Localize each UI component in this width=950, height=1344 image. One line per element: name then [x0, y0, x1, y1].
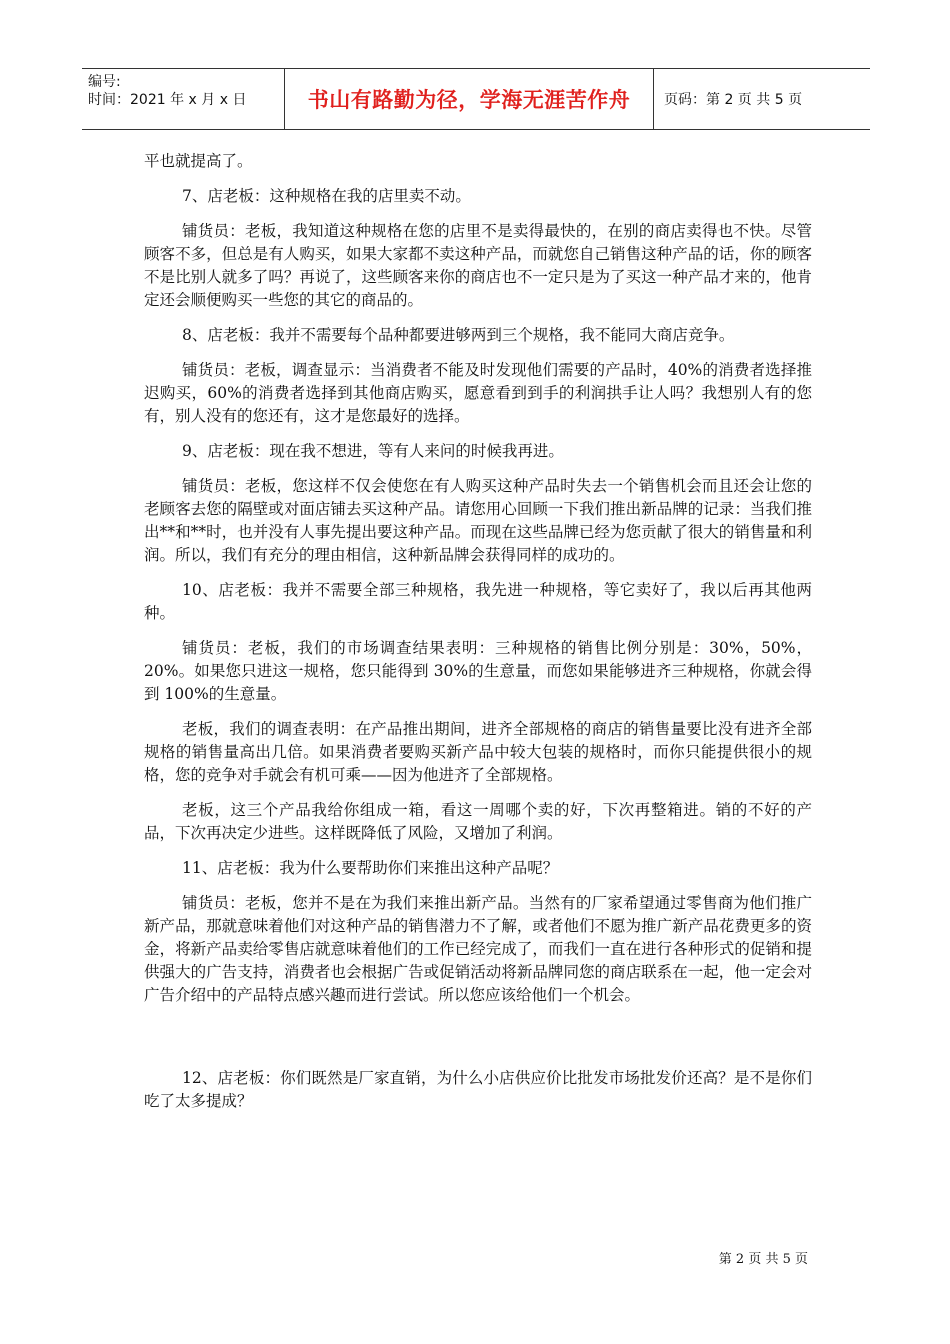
paragraph: 12、店老板：你们既然是厂家直销，为什么小店供应价比批发市场批发价还高？是不是你们吃了太多提成？ [144, 1069, 812, 1110]
header-motto: 书山有路勤为径，学海无涯苦作舟 [284, 69, 654, 129]
page-footer-number: 第 2 页 共 5 页 [718, 1252, 808, 1267]
paragraph: 平也就提高了。 [144, 152, 253, 170]
header-page-number: 页码：第 2 页 共 5 页 [664, 92, 803, 108]
paragraph: 铺货员：老板，您这样不仅会使您在有人购买这种产品时失去一个销售机会而且还会让您的老顾客去您的隔壁或对面店铺去买这种产品。请您用心回顾一下我们推出新品牌的记录：当我们推出**和**时，也并没有人事先提出要这种产品。而现在这些品牌已经为您贡献了很大的销售量和利润。所以，我们有充分的理由相信，这种新品牌会获得同样的成功的。 [144, 477, 812, 564]
paragraph: 11、店老板：我为什么要帮助你们来推出这种产品呢？ [182, 859, 559, 877]
paragraph: 铺货员：老板，您并不是在为我们来推出新产品。当然有的厂家希望通过零售商为他们推广新产品，那就意味着他们对这种产品的销售潜力不了解，或者他们不愿为推广新产品花费更多的资金，将新产品卖给零售店就意味着他们的工作已经完成了，而我们一直在进行各种形式的促销和提供强大的广告支持，消费者也会根据广告或促销活动将新品牌同您的商店联系在一起，他一定会对广告介绍中的产品特点感兴趣而进行尝试。所以您应该给他们一个机会。 [144, 894, 812, 1004]
paragraph: 7、店老板：这种规格在我的店里卖不动。 [182, 187, 471, 205]
paragraph: 铺货员：老板，调查显示：当消费者不能及时发现他们需要的产品时，40%的消费者选择推迟购买，60%的消费者选择到其他商店购买，愿意看到到手的利润拱手让人吗？我想别人有的您有，别人没有的您还有，这才是您最好的选择。 [144, 361, 812, 425]
document-number-label: 编号: [88, 74, 121, 90]
page-header [82, 68, 870, 130]
header-meta [82, 69, 284, 129]
document-body [144, 150, 812, 1125]
paragraph: 8、店老板：我并不需要每个品种都要进够两到三个规格，我不能同大商店竞争。 [182, 326, 735, 344]
paragraph: 铺货员：老板，我们的市场调查结果表明：三种规格的销售比例分别是：30%，50%，20%。如果您只进这一规格，您只能得到 30%的生意量，而您如果能够进齐三种规格，你就会得到 100%的生意量。 [144, 639, 812, 703]
paragraph: 铺货员：老板，我知道这种规格在您的店里不是卖得最快的，在别的商店卖得也不快。尽管顾客不多，但总是有人购买，如果大家都不卖这种产品，而就您自己销售这种产品的话，你的顾客不是比别人就多了吗？再说了，这些顾客来你的商店也不一定只是为了买这一种产品才来的，他肯定还会顺便购买一些您的其它的商品的。 [144, 222, 812, 309]
paragraph: 10、店老板：我并不需要全部三种规格，我先进一种规格，等它卖好了，我以后再其他两种。 [144, 581, 812, 622]
document-time-label: 时间：2021 年 x 月 x 日 [88, 92, 247, 108]
paragraph: 老板，我们的调查表明：在产品推出期间，进齐全部规格的商店的销售量要比没有进齐全部规格的销售量高出几倍。如果消费者要购买新产品中较大包装的规格时，而你只能提供很小的规格，您的竞争对手就会有机可乘——因为他进齐了全部规格。 [144, 720, 812, 784]
paragraph: 9、店老板：现在我不想进，等有人来问的时候我再进。 [182, 442, 564, 460]
paragraph: 老板，这三个产品我给你组成一箱，看这一周哪个卖的好，下次再整箱进。销的不好的产品，下次再决定少进些。这样既降低了风险，又增加了利润。 [144, 801, 812, 842]
